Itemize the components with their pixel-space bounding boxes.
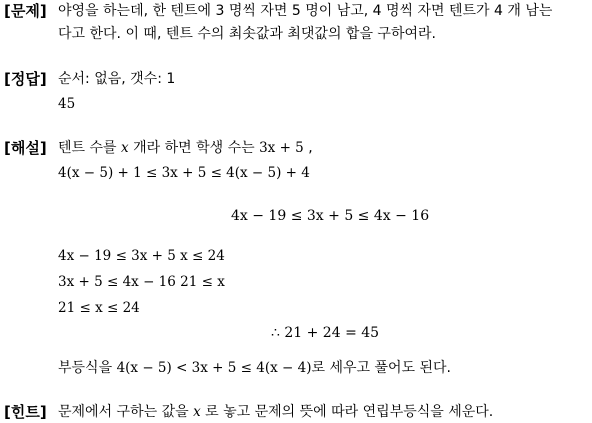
answer-line-1: 순서: 없음, 갯수: 1 [58, 71, 176, 87]
hint-text-b: 로 놓고 문제의 뜻에 따라 연립부등식을 세운다. [205, 404, 494, 420]
hint-variable: x [193, 404, 201, 420]
solution-intro-text-a: 텐트 수를 [58, 140, 117, 156]
problem-line-2: 다고 한다. 이 때, 텐트 수의 최솟값과 최댓값의 합을 구하여라. [58, 26, 436, 42]
solution-note-text-b: 로 세우고 풀어도 된다. [311, 360, 452, 376]
solution-inequality: 4(x − 5) + 1 ≤ 3x + 5 ≤ 4(x − 5) + 4 [58, 165, 310, 181]
hint-text-a: 문제에서 구하는 값을 [58, 404, 189, 420]
hint-text [58, 402, 493, 422]
hint-label: [힌트] [4, 403, 47, 421]
solution-intro-expression: 3x + 5 [259, 140, 304, 156]
solution-conclusion: ∴ 21 + 24 = 45 [271, 325, 380, 341]
solution-step-1: 4x − 19 ≤ 3x + 5 x ≤ 24 [58, 248, 225, 264]
solution-centered-inequality: 4x − 19 ≤ 3x + 5 ≤ 4x − 16 [231, 208, 430, 224]
problem-line-1: 야영을 하는데, 한 텐트에 3 명씩 자면 5 명이 남고, 4 명씩 자면 텐트가 4 개 남는 [58, 3, 553, 19]
solution-note-expression: 4(x − 5) < 3x + 5 ≤ 4(x − 4) [116, 360, 312, 376]
solution-intro-variable: x [121, 140, 129, 156]
solution-intro-text-b: 개라 하면 학생 수는 [133, 140, 255, 156]
solution-note-text-a: 부등식을 [58, 360, 113, 376]
solution-note [58, 358, 451, 378]
solution-intro [58, 138, 313, 158]
solution-step-2: 3x + 5 ≤ 4x − 16 21 ≤ x [58, 274, 225, 290]
answer-value: 45 [58, 96, 76, 112]
solution-step-3: 21 ≤ x ≤ 24 [58, 300, 140, 316]
answer-label: [정답] [4, 70, 47, 88]
solution-label: [해설] [4, 139, 47, 157]
problem-label: [문제] [4, 2, 47, 20]
solution-intro-text-c: , [308, 140, 313, 156]
